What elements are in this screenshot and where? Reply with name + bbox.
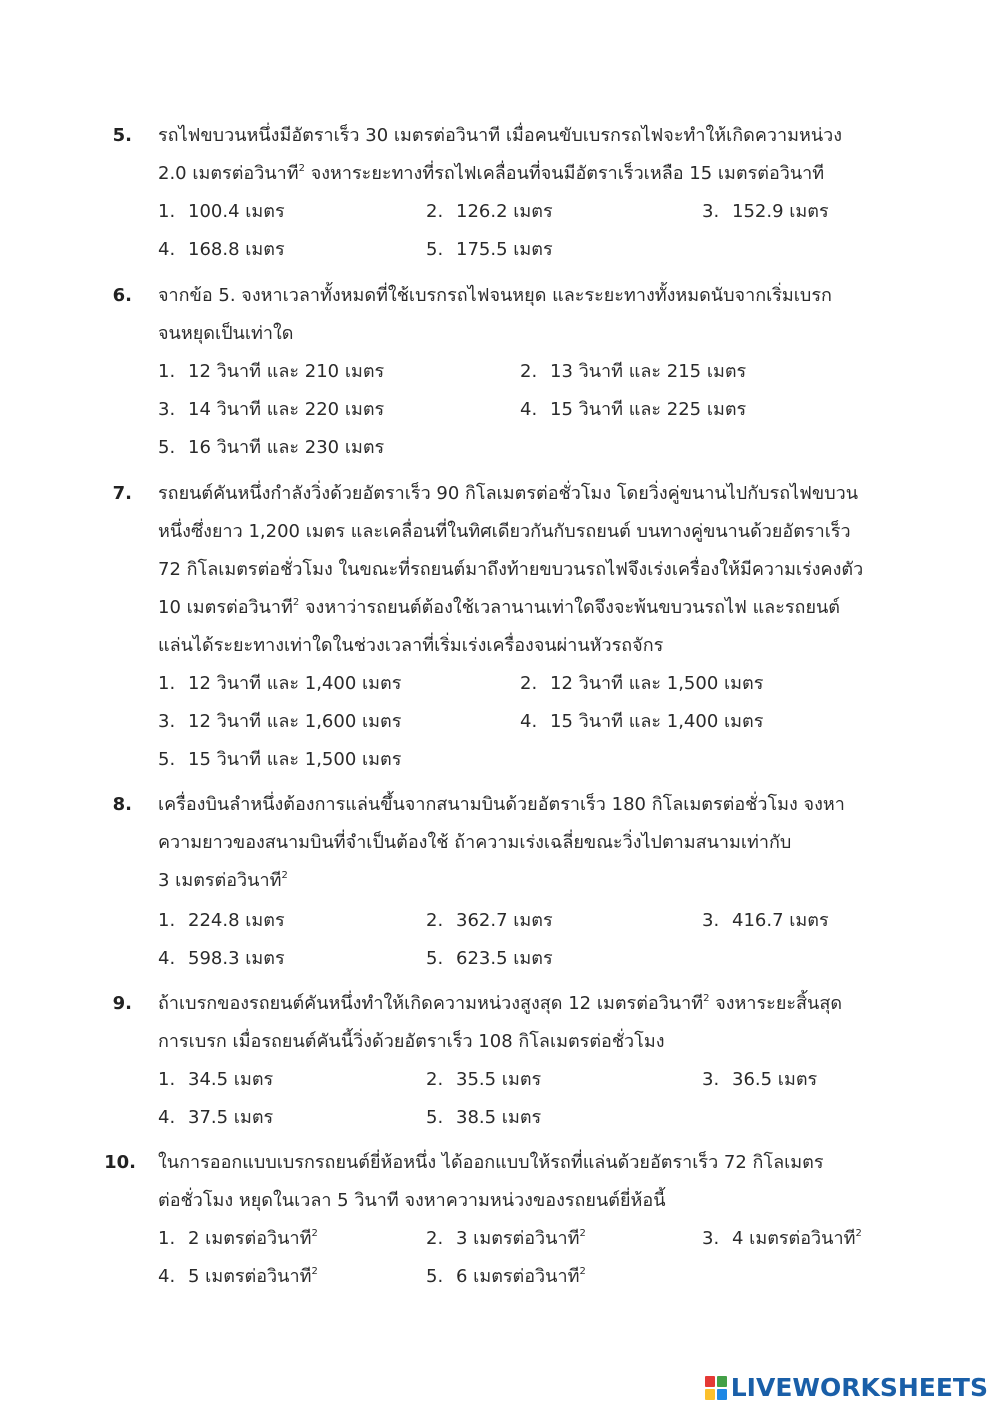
question-line: หนึ่งซึ่งยาว 1,200 เมตร และเคลื่อนที่ในทิศเดียวกันกับรถยนต์ บนทางคู่ขนานด้วยอัตราเร็ว (158, 521, 851, 542)
question-line: 10 เมตรต่อวินาที$^2$ จงหาว่ารถยนต์ต้องใช้เวลานานเท่าใดจึงจะพ้นขบวนรถไฟ และรถยนต์ (158, 597, 840, 618)
logo-square-icon (717, 1376, 727, 1387)
question-text (158, 985, 903, 1061)
choice-list (158, 902, 918, 978)
question-text (158, 277, 903, 353)
choice-list (158, 1061, 918, 1137)
choice-option[interactable]: 3. 152.9 เมตร (702, 201, 829, 222)
choice-list (158, 193, 918, 269)
choice-list (158, 665, 918, 779)
choice-option[interactable]: 2. 35.5 เมตร (426, 1069, 542, 1090)
choice-option[interactable]: 3. 14 วินาที และ 220 เมตร (158, 399, 385, 420)
choice-option[interactable]: 4. 15 วินาที และ 225 เมตร (520, 399, 747, 420)
question-number: 7. (112, 483, 132, 504)
choice-option[interactable]: 2. 12 วินาที และ 1,500 เมตร (520, 673, 764, 694)
choice-option[interactable]: 3. 12 วินาที และ 1,600 เมตร (158, 711, 402, 732)
choice-option[interactable]: 2. 126.2 เมตร (426, 201, 553, 222)
choice-list (158, 353, 918, 467)
question-line: รถไฟขบวนหนึ่งมีอัตราเร็ว 30 เมตรต่อวินาที เมื่อคนขับเบรกรถไฟจะทำให้เกิดความหน่วง (158, 125, 843, 146)
choice-option[interactable]: 3. 4 เมตรต่อวินาที$^2$ (702, 1228, 862, 1249)
question-number: 9. (112, 993, 132, 1014)
question-line: 72 กิโลเมตรต่อชั่วโมง ในขณะที่รถยนต์มาถึงท้ายขบวนรถไฟจึงเร่งเครื่องให้มีความเร่งคงตัว (158, 559, 864, 580)
question-line: จากข้อ 5. จงหาเวลาทั้งหมดที่ใช้เบรกรถไฟจนหยุด และระยะทางทั้งหมดนับจากเริ่มเบรก (158, 285, 832, 306)
choice-option[interactable]: 1. 34.5 เมตร (158, 1069, 274, 1090)
question-line: 2.0 เมตรต่อวินาที$^2$ จงหาระยะทางที่รถไฟเคลื่อนที่จนมีอัตราเร็วเหลือ 15 เมตรต่อวินาที (158, 163, 825, 184)
choice-option[interactable]: 2. 362.7 เมตร (426, 910, 553, 931)
choice-option[interactable]: 5. 6 เมตรต่อวินาที$^2$ (426, 1266, 586, 1287)
choice-option[interactable]: 5. 15 วินาที และ 1,500 เมตร (158, 749, 402, 770)
choice-option[interactable]: 1. 12 วินาที และ 1,400 เมตร (158, 673, 402, 694)
choice-option[interactable]: 5. 175.5 เมตร (426, 239, 553, 260)
question-number: 8. (112, 794, 132, 815)
choice-option[interactable]: 4. 598.3 เมตร (158, 948, 285, 969)
question-line: ในการออกแบบเบรกรถยนต์ยี่ห้อหนึ่ง ได้ออกแบบให้รถที่แล่นด้วยอัตราเร็ว 72 กิโลเมตร (158, 1152, 824, 1173)
choice-option[interactable]: 5. 623.5 เมตร (426, 948, 553, 969)
question-line: การเบรก เมื่อรถยนต์คันนี้วิ่งด้วยอัตราเร็ว 108 กิโลเมตรต่อชั่วโมง (158, 1031, 665, 1052)
logo-text: LIVEWORKSHEETS (730, 1373, 988, 1402)
question-text (158, 117, 903, 193)
question-number: 10. (104, 1152, 136, 1173)
choice-option[interactable]: 1. 2 เมตรต่อวินาที$^2$ (158, 1228, 318, 1249)
choice-option[interactable]: 1. 224.8 เมตร (158, 910, 285, 931)
choice-option[interactable]: 1. 12 วินาที และ 210 เมตร (158, 361, 385, 382)
question-line: แล่นได้ระยะทางเท่าใดในช่วงเวลาที่เริ่มเร่งเครื่องจนผ่านหัวรถจักร (158, 635, 664, 656)
question-line: ความยาวของสนามบินที่จำเป็นต้องใช้ ถ้าความเร่งเฉลี่ยขณะวิ่งไปตามสนามเท่ากับ (158, 832, 792, 853)
choice-option[interactable]: 4. 5 เมตรต่อวินาที$^2$ (158, 1266, 318, 1287)
choice-option[interactable]: 2. 13 วินาที และ 215 เมตร (520, 361, 747, 382)
logo-square-icon (717, 1389, 727, 1400)
question-line: ถ้าเบรกของรถยนต์คันหนึ่งทำให้เกิดความหน่วงสูงสุด 12 เมตรต่อวินาที$^2$ จงหาระยะสิ้นสุด (158, 993, 843, 1014)
liveworksheets-logo (705, 1373, 988, 1403)
question-text (158, 786, 903, 900)
question-line: ต่อชั่วโมง หยุดในเวลา 5 วินาที จงหาความหน่วงของรถยนต์ยี่ห้อนี้ (158, 1190, 666, 1211)
choice-option[interactable]: 2. 3 เมตรต่อวินาที$^2$ (426, 1228, 586, 1249)
question-text (158, 475, 903, 665)
choice-option[interactable]: 3. 416.7 เมตร (702, 910, 829, 931)
logo-square-icon (705, 1376, 715, 1387)
question-line: 3 เมตรต่อวินาที$^2$ (158, 870, 288, 891)
choice-option[interactable]: 4. 168.8 เมตร (158, 239, 285, 260)
liveworksheets-logo-icon (705, 1376, 727, 1400)
choice-option[interactable]: 5. 16 วินาที และ 230 เมตร (158, 437, 385, 458)
choice-option[interactable]: 4. 37.5 เมตร (158, 1107, 274, 1128)
question-line: รถยนต์คันหนึ่งกำลังวิ่งด้วยอัตราเร็ว 90 กิโลเมตรต่อชั่วโมง โดยวิ่งคู่ขนานไปกับรถไฟขบวน (158, 483, 859, 504)
choice-option[interactable]: 1. 100.4 เมตร (158, 201, 285, 222)
question-number: 6. (112, 285, 132, 306)
question-text (158, 1144, 903, 1220)
choice-option[interactable]: 5. 38.5 เมตร (426, 1107, 542, 1128)
question-number: 5. (112, 125, 132, 146)
question-line: จนหยุดเป็นเท่าใด (158, 323, 294, 344)
choice-list (158, 1220, 918, 1296)
logo-square-icon (705, 1389, 715, 1400)
choice-option[interactable]: 4. 15 วินาที และ 1,400 เมตร (520, 711, 764, 732)
choice-option[interactable]: 3. 36.5 เมตร (702, 1069, 818, 1090)
question-line: เครื่องบินลำหนึ่งต้องการแล่นขึ้นจากสนามบินด้วยอัตราเร็ว 180 กิโลเมตรต่อชั่วโมง จงหา (158, 794, 845, 815)
